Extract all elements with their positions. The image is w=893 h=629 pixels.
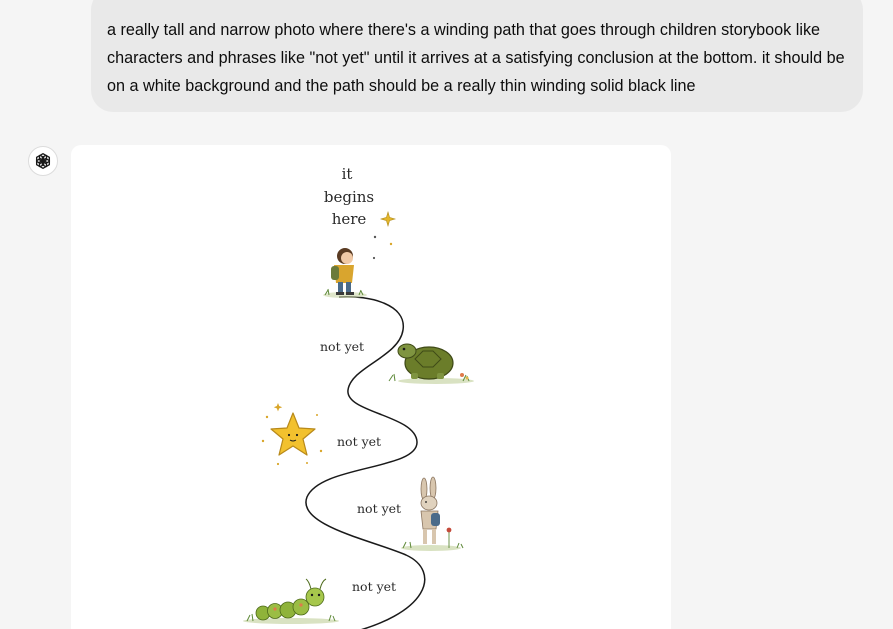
phrase-not-yet-1: not yet: [320, 339, 365, 354]
caterpillar-character: [243, 579, 339, 624]
phrase-not-yet-2: not yet: [337, 434, 382, 449]
star-character: [262, 403, 322, 465]
dot: [374, 236, 376, 238]
heading-it: it: [341, 165, 353, 183]
generated-image[interactable]: [71, 145, 671, 629]
turtle-character: [389, 344, 474, 384]
phrase-not-yet-3: not yet: [357, 501, 402, 516]
dot: [390, 243, 392, 245]
boy-character: [323, 248, 367, 298]
openai-logo-icon: [33, 151, 53, 171]
heading-begins: begins: [323, 188, 375, 206]
dot: [373, 257, 375, 259]
rabbit-character: [401, 477, 463, 551]
phrase-not-yet-4: not yet: [352, 579, 397, 594]
storybook-illustration: [71, 145, 671, 629]
sparkle-icon: [381, 212, 395, 226]
user-message-bubble: [91, 0, 863, 112]
heading-here: here: [331, 210, 367, 228]
assistant-avatar: [28, 146, 58, 176]
user-message-text: a really tall and narrow photo where there's a winding path that goes through children storybook like characters and phrases like "not yet" until it arrives at a satisfying conclusion at the bottom. it should be on a white background and the path should be a really thin winding solid black line: [107, 21, 845, 95]
